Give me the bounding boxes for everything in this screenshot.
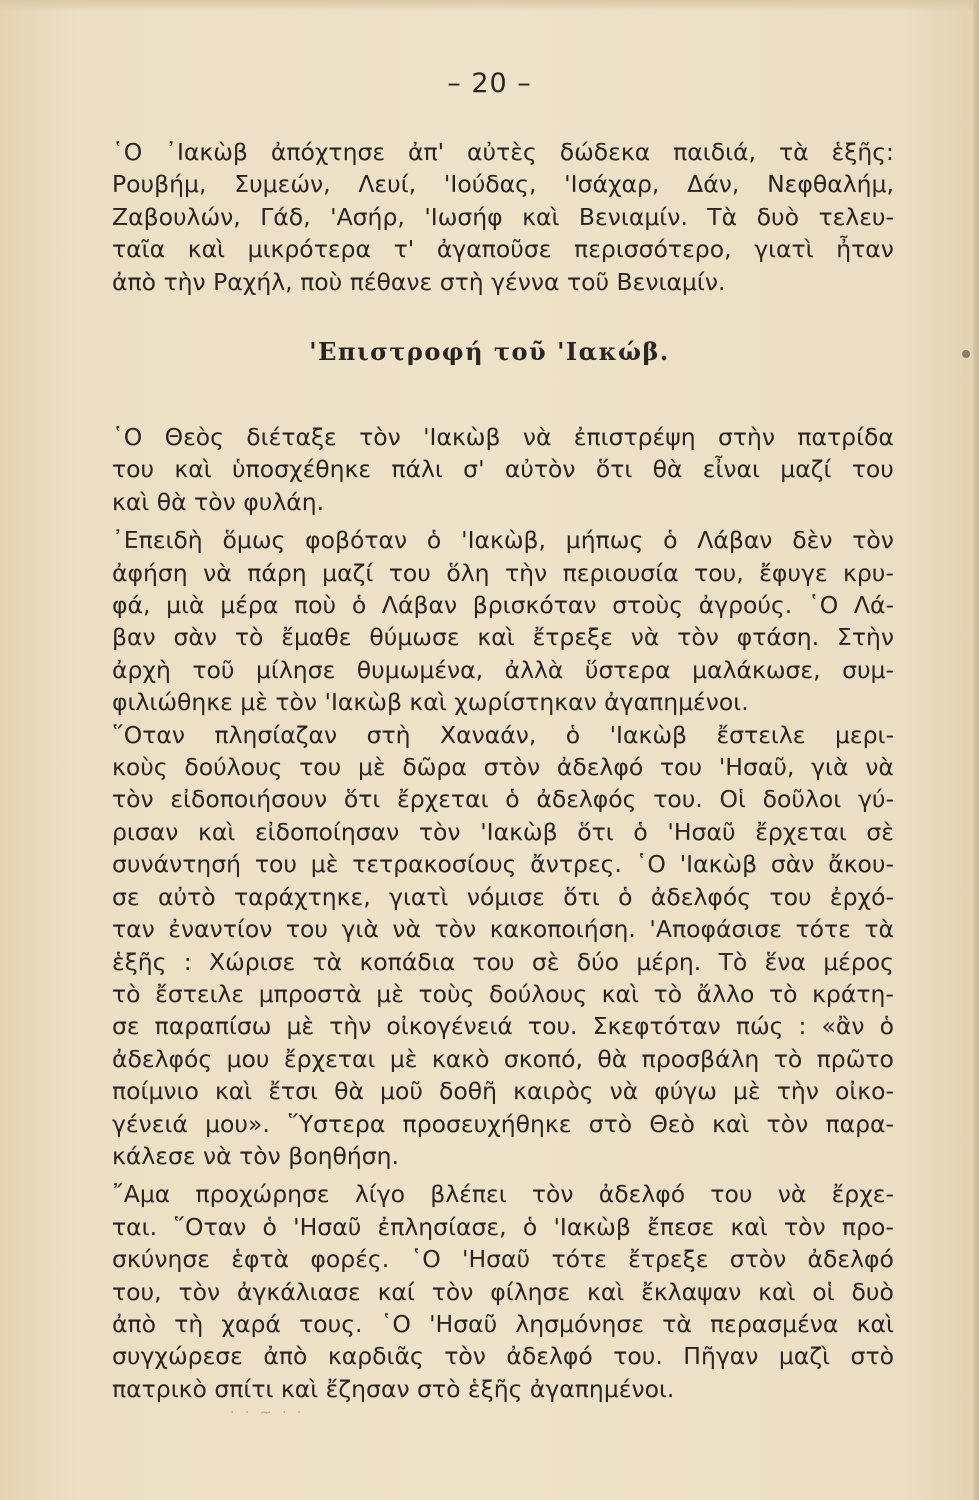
text-line: ᾿Επειδὴ ὅμως φοβόταν ὁ 'Ιακὼβ, μήπως ὁ Λάβαν δὲν τὸν xyxy=(112,526,894,555)
paragraph-block-return xyxy=(112,421,894,1405)
text-line: ποίμνιο καὶ ἔτσι θὰ μοῦ δοθῆ καιρὸς νὰ φύγω μὲ τὴν οἰκο- xyxy=(112,1077,894,1106)
text-line: Ζαβουλών, Γάδ, 'Ασήρ, 'Ιωσήφ καὶ Βενιαμίν. Τὰ δυὸ τελευ- xyxy=(112,202,894,231)
text-line: ἀπὸ τὴ χαρά τους. ῾Ο 'Ησαῦ λησμόνησε τὰ περασμένα καὶ xyxy=(112,1309,894,1338)
text-line: κοὺς δούλους του μὲ δῶρα στὸν ἀδελφό του 'Ησαῦ, γιὰ νὰ xyxy=(112,753,894,782)
text-line: ἀπὸ τὴν Ραχήλ, ποὺ πέθανε στὴ γέννα τοῦ Βενιαμίν. xyxy=(112,267,726,296)
text-line: καὶ θὰ τὸν φυλάη. xyxy=(112,487,325,516)
text-line: ἀφήση νὰ πάρη μαζί του ὅλη τὴν περιουσία του, ἔφυγε κρυ- xyxy=(112,558,894,587)
text-line: συνάντησή του μὲ τετρακοσίους ἄντρες. ῾Ο 'Ιακὼβ σὰν ἄκου- xyxy=(112,850,894,879)
text-line: ρισαν καὶ εἰδοποίησαν τὸν 'Ιακὼβ ὅτι ὁ 'Ησαῦ ἔρχεται σὲ xyxy=(112,817,894,846)
text-line: φιλιώθηκε μὲ τὸν 'Ιακὼβ καὶ χωρίστηκαν ἀγαπημένοι. xyxy=(112,688,749,717)
text-line: φά, μιὰ μέρα ποὺ ὁ Λάβαν βρισκόταν στοὺς ἀγρούς. ῾Ο Λά- xyxy=(112,591,894,620)
section-heading: 'Επιστροφή τοῦ 'Ιακώβ. xyxy=(309,337,670,366)
text-line: του καὶ ὑποσχέθηκε πάλι σ' αὐτὸν ὅτι θὰ εἶναι μαζί του xyxy=(112,455,894,484)
text-line: ἀδελφός μου ἔρχεται μὲ κακὸ σκοπό, θὰ προσβάλη τὸ πρῶτο xyxy=(112,1044,894,1073)
text-line: γένειά μου». ῞Υστερα προσευχήθηκε στὸ Θεὸ καὶ τὸν παρα- xyxy=(112,1109,894,1138)
text-line: σκύνησε ἑφτὰ φορές. ῾Ο 'Ησαῦ τότε ἔτρεξε στὸν ἀδελφό xyxy=(112,1245,894,1274)
text-line: ῞Οταν πλησίαζαν στὴ Χαναάν, ὁ 'Ιακὼβ ἔστειλε μερι- xyxy=(112,720,894,749)
text-line: σε αὐτὸ ταράχτηκε, γιατὶ νόμισε ὅτι ὁ ἀδελφός του ἐρχό- xyxy=(112,882,894,911)
text-line: συγχώρεσε ἀπὸ καρδιᾶς τὸν ἀδελφό του. Πῆγαν μαζὶ στὸ xyxy=(112,1342,894,1371)
text-line: ται. ῞Οταν ὁ 'Ησαῦ ἐπλησίασε, ὁ 'Ιακὼβ ἔπεσε καὶ τὸν προ- xyxy=(112,1212,894,1241)
text-line: ῾Ο ᾿Ιακὼβ ἀπόχτησε ἀπ' αὐτὲς δώδεκα παιδιά, τὰ ἑξῆς: xyxy=(112,138,894,166)
text-line: τὸ ἔστειλε μπροστὰ μὲ τοὺς δούλους καὶ τὸ ἄλλο τὸ κράτη- xyxy=(112,979,894,1008)
text-line: ταν ἐναντίον του γιὰ νὰ τὸν κακοποιήση. 'Αποφάσισε τότε τὰ xyxy=(112,915,894,944)
text-line: Ρουβήμ, Συμεών, Λευί, 'Ιούδας, 'Ισάχαρ, Δάν, Νεφθαλήμ, xyxy=(112,170,894,199)
text-line: ἑξῆς : Χώρισε τὰ κοπάδια του σὲ δύο μέρη. Τὸ ἕνα μέρος xyxy=(112,947,894,976)
text-line: τὸν εἰδοποιήσουν ὅτι ἔρχεται ὁ ἀδελφός του. Οἱ δοῦλοι γύ- xyxy=(112,785,894,814)
paragraph-block-jacob-children xyxy=(112,136,894,298)
print-smudge: · · ~ · · xyxy=(230,1405,305,1421)
text-line: κάλεσε νὰ τὸν βοηθήση. xyxy=(112,1141,400,1170)
text-line: σε παραπίσω μὲ τὴν οἰκογένειά του. Σκεφτόταν πώς : «ἂν ὁ xyxy=(112,1012,894,1041)
text-line: του, τὸν ἀγκάλιασε καί τὸν φίλησε καὶ ἔκλαψαν καὶ οἱ δυὸ xyxy=(112,1277,894,1306)
text-line: ῎Αμα προχώρησε λίγο βλέπει τὸν ἀδελφό του νὰ ἔρχε- xyxy=(112,1180,894,1209)
text-line: πατρικὸ σπίτι καὶ ἔζησαν στὸ ἑξῆς ἀγαπημένοι. xyxy=(112,1374,675,1403)
page-edge-shadow xyxy=(973,0,979,1500)
text-line: ταῖα καὶ μικρότερα τ' ἀγαποῦσε περισσότερο, γιατὶ ἦταν xyxy=(112,235,894,264)
text-line: βαν σὰν τὸ ἔμαθε θύμωσε καὶ ἔτρεξε νὰ τὸν φτάση. Στὴν xyxy=(112,623,894,652)
page-number: – 20 – xyxy=(447,68,532,99)
text-line: ῾Ο Θεὸς διέταξε τὸν 'Ιακὼβ νὰ ἐπιστρέψη στὴν πατρίδα xyxy=(112,423,894,451)
page-top-edge xyxy=(0,0,979,12)
text-line: ἀρχὴ τοῦ μίλησε θυμωμένα, ἀλλὰ ὕστερα μαλάκωσε, συμ- xyxy=(112,655,894,684)
